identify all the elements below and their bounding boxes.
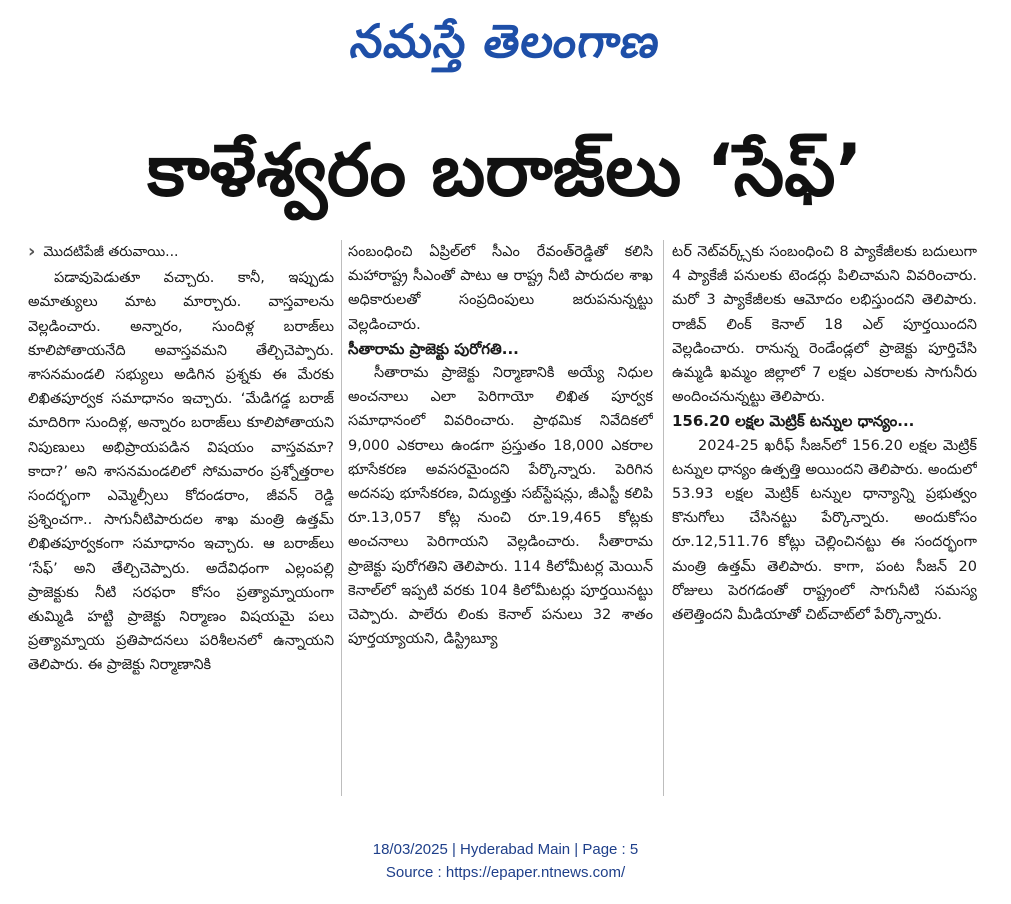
jump-label: మొదటిపేజీ తరువాయి... (43, 244, 179, 260)
article-column-3 (672, 240, 977, 800)
body-paragraph: సంబంధించి ఏప్రిల్‌లో సీఎం రేవంత్‌రెడ్డితో కలిసి మహారాష్ట్ర సీఎంతో పాటు ఆ రాష్ట్ర నీటి పారుదల శాఖ అధికారులతో సంప్రదింపులు జరుపనున్నట్టు వెల్లడించారు. (348, 244, 653, 333)
edition-info: 18/03/2025 | Hyderabad Main | Page : 5 (372, 841, 639, 858)
body-paragraph: సీతారామ ప్రాజెక్టు నిర్మాణానికి అయ్యే నిధుల అంచనాలు ఎలా పెరిగాయో లిఖిత పూర్వక సమాధానంలో వివరించారు. ప్రాథమిక నివేదికలో 9,000 ఎకరాలు ఉండగా ప్రస్తుతం 18,000 ఎకరాల భూసేకరణ అవసరమైందని పేర్కొన్నారు. పెరిగిన అదనపు భూసేకరణ, విద్యుత్తు సబ్‌స్టేషన్లు, జీఎస్టీ కలిపి రూ.13,057 కోట్ల నుంచి రూ.19,465 కోట్లకు అంచనాలు పెరిగాయని వెల్లడించారు. సీతారామ ప్రాజెక్టు పురోగతిని తెలిపారు. 114 కిలోమీటర్ల మెయిన్ కెనాల్‌లో ఇప్పటి వరకు 104 కిలోమీటర్లు పూర్తయినట్టు చెప్పారు. పాలేరు లింకు కెనాల్ పనులు 32 శాతం పూర్తయ్యాయని, డిస్ట్రిబ్యూ (348, 365, 653, 648)
headline: కాళేశ్వరం బరాజ్‌లు ‘సేఫ్’ (147, 128, 863, 212)
masthead (0, 8, 1011, 74)
continued-from-front-page (28, 240, 334, 264)
source-link[interactable]: Source : https://epaper.ntnews.com/ (385, 864, 626, 881)
subheading: 156.20 లక్షల మెట్రిక్ టన్నుల ధాన్యం... (672, 412, 915, 431)
page-footer (0, 838, 1011, 884)
article-column-2 (348, 240, 653, 800)
column-divider (341, 240, 342, 796)
chevron-right-icon: › (28, 241, 36, 263)
body-paragraph: పడావుపెడుతూ వచ్చారు. కానీ, ఇప్పుడు అమాత్యులు మాట మార్చారు. వాస్తవాలను వెల్లడించారు. అన్నారం, సుందిళ్ల బరాజ్‌లు కూలిపోతాయనేది అవాస్తవమని తేల్చిచెప్పారు. శాసనమండలి సభ్యులు అడిగిన ప్రశ్నకు ఈ మేరకు లిఖితపూర్వక సమాధానం ఇచ్చారు. ‘మేడిగడ్డ బరాజ్ మాదిరిగా సుందిళ్ల, అన్నారం బరాజ్‌లు కూలిపోతాయని నిపుణులు అభిప్రాయపడిన విషయం వాస్తవమా? కాదా?’ అని శాసనమండలిలో సోమవారం ప్రశ్నోత్తరాల సందర్భంగా ఎమ్మెల్సీలు కోదండరాం, జీవన్ రెడ్డి ప్రశ్నించగా.. సాగునీటిపారుదల శాఖ మంత్రి ఉత్తమ్ లిఖితపూర్వకంగా సమాధానం ఇచ్చారు. ఆ బరాజ్‌లు ‘సేఫ్’ అని తేల్చిచెప్పారు. అదేవిధంగా ఎల్లంపల్లి ప్రాజెక్టుకు నీటి సరఫరా కోసం ప్రత్యామ్నాయంగా తుమ్మిడి హట్టి ప్రాజెక్టు నిర్మాణం విషయమై పలు ప్రత్యామ్నాయ ప్రతిపాదనలు పరిశీలనలో ఉన్నాయని తెలిపారు. ఈ ప్రాజెక్టు నిర్మాణానికి (28, 270, 334, 674)
article-column-1 (28, 240, 334, 800)
subheading: సీతారామ ప్రాజెక్టు పురోగతి... (348, 339, 519, 358)
column-divider (663, 240, 664, 796)
body-paragraph: టర్ నెట్‌వర్క్స్‌కు సంబంధించి 8 ప్యాకేజీలకు బదులుగా 4 ప్యాకేజీ పనులకు టెండర్లు పిలిచామని వివరించారు. మరో 3 ప్యాకేజీలకు ఆమోదం లభిస్తుందని తెలిపారు. రాజీవ్ లింక్ కెనాల్ 18 ఎల్ పూర్తయిందని వెల్లడించారు. రానున్న రెండేండ్లలో ప్రాజెక్టు పూర్తిచేసి ఉమ్మడి ఖమ్మం జిల్లాలో 7 లక్షల ఎకరాలకు సాగునీరు అందించనున్నట్టు తెలిపారు. (672, 244, 977, 406)
masthead-title: నమస్తే తెలంగాణ (347, 14, 664, 68)
body-paragraph: 2024-25 ఖరీఫ్ సీజన్‌లో 156.20 లక్షల మెట్రిక్ టన్నుల ధాన్యం ఉత్పత్తి అయిందని తెలిపారు. అందులో 53.93 లక్షల మెట్రిక్ టన్నుల ధాన్యాన్ని ప్రభుత్వం కొనుగోలు చేసినట్టు పేర్కొన్నారు. అందుకోసం రూ.12,511.76 కోట్లు చెల్లించినట్టు ఈ సందర్భంగా మంత్రి ఉత్తమ్ తెలిపారు. కాగా, పంట సీజన్ 20 రోజులు పెరగడంతో రాష్ట్రంలో సాగునీటి సమస్య తలెత్తిందని మీడియాతో చిట్‌చాట్‌లో పేర్కొన్నారు. (672, 437, 977, 624)
